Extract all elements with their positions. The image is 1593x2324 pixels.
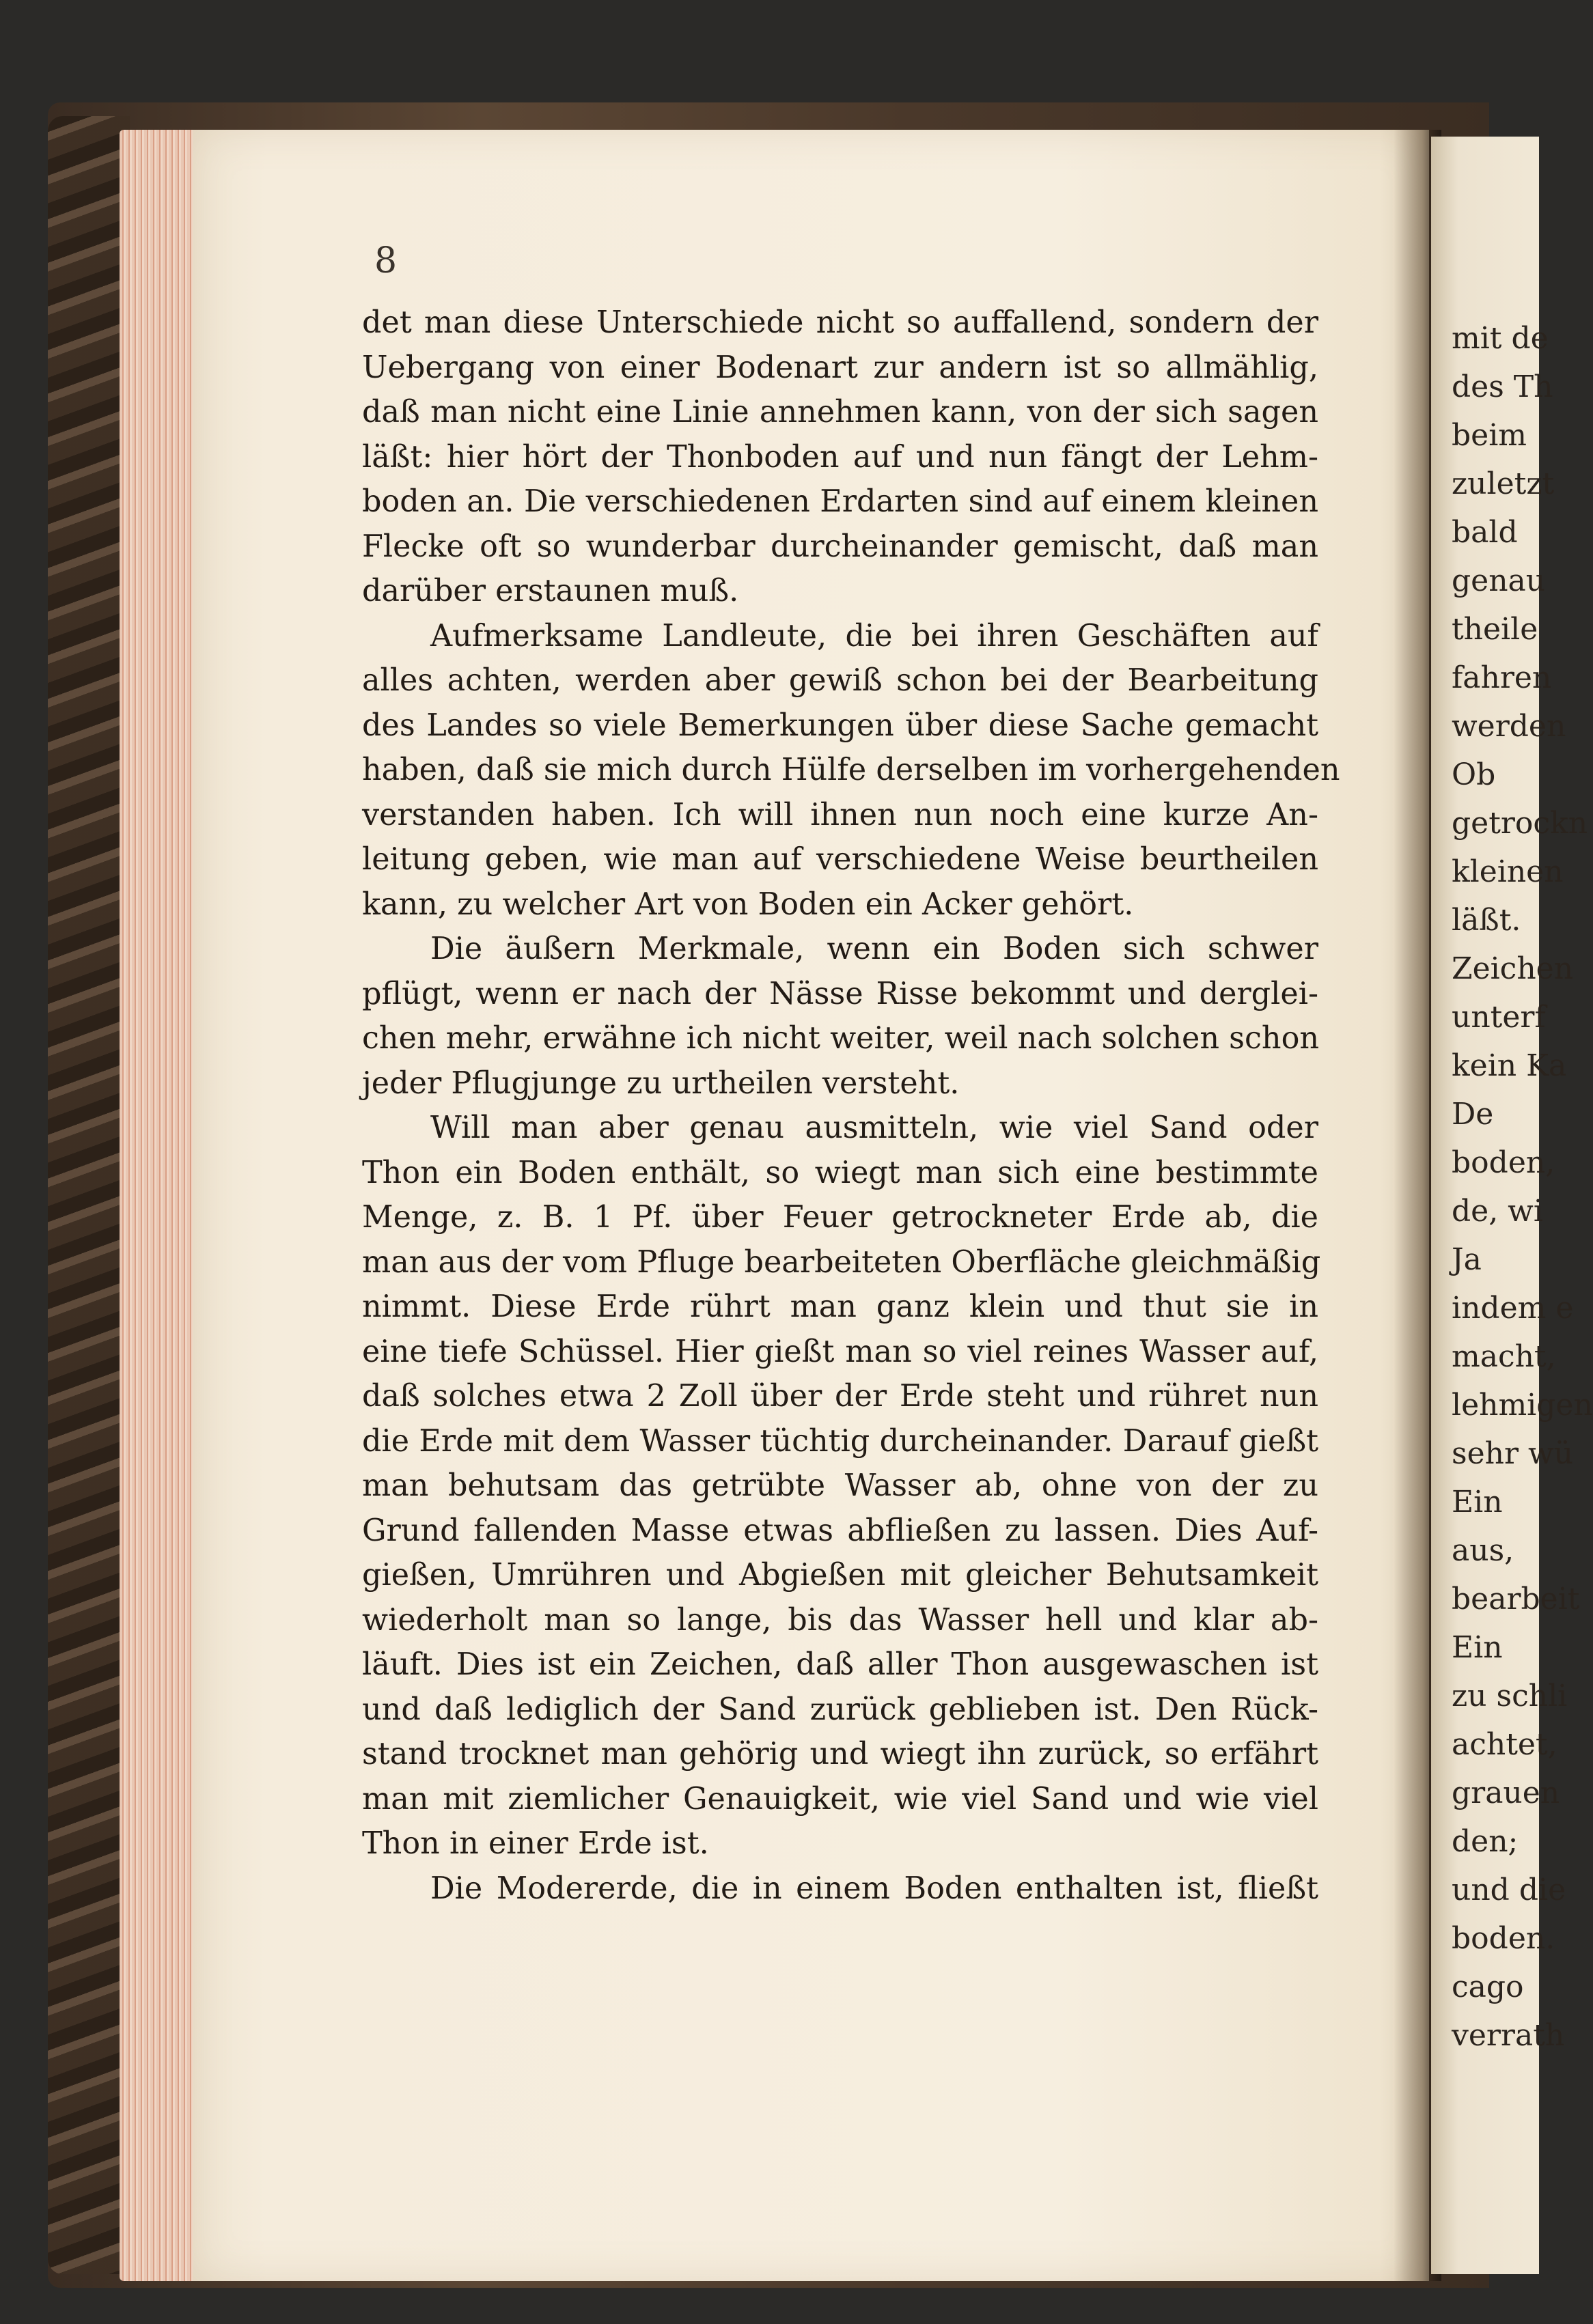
next-page-fragment: mit de xyxy=(1452,321,1549,356)
text-line: Die Modererde, die in einem Boden enthalten ist, fließt xyxy=(430,1871,1318,1906)
next-page-fragment: bearbeit xyxy=(1452,1582,1580,1616)
next-page-fragment: Ob xyxy=(1452,757,1496,792)
next-page-fragment: und die xyxy=(1452,1873,1566,1907)
page-number: 8 xyxy=(374,240,398,281)
next-page-fragment: kleinen xyxy=(1452,854,1564,889)
next-page-fragment: bald xyxy=(1452,515,1518,550)
next-page-fragment: cago xyxy=(1452,1970,1524,2004)
text-line: gießen, Umrühren und Abgießen mit gleicher Behutsamkeit xyxy=(362,1558,1318,1593)
text-line: läuft. Dies ist ein Zeichen, daß aller Thon ausgewaschen ist xyxy=(362,1647,1318,1682)
next-page-fragment: Ein xyxy=(1452,1630,1503,1665)
text-line: alles achten, werden aber gewiß schon bei der Bearbeitung xyxy=(362,663,1318,698)
next-page-fragment: indem e xyxy=(1452,1291,1574,1326)
text-line: Thon in einer Erde ist. xyxy=(362,1826,709,1861)
next-page-fragment: grauen xyxy=(1452,1776,1560,1810)
next-page-fragment: den; xyxy=(1452,1824,1519,1859)
next-page-fragment: des Th xyxy=(1452,369,1553,404)
next-page-fragment: fahren xyxy=(1452,660,1552,695)
next-page-fragment: zuletzt xyxy=(1452,466,1555,501)
text-line: Die äußern Merkmale, wenn ein Boden sich schwer xyxy=(430,932,1318,966)
text-line: verstanden haben. Ich will ihnen nun noch eine kurze An- xyxy=(362,797,1318,832)
next-page-fragment: zu schli xyxy=(1452,1679,1568,1713)
text-line: und daß lediglich der Sand zurück geblieben ist. Den Rück- xyxy=(362,1692,1318,1727)
next-page-fragment: macht, xyxy=(1452,1339,1556,1374)
text-line: Will man aber genau ausmitteln, wie viel Sand oder xyxy=(430,1110,1318,1145)
next-page-fragment: verrath xyxy=(1452,2018,1565,2053)
next-page-fragment: aus, xyxy=(1452,1533,1514,1568)
text-line: eine tiefe Schüssel. Hier gießt man so viel reines Wasser auf, xyxy=(362,1334,1318,1369)
text-line: nimmt. Diese Erde rührt man ganz klein und thut sie in xyxy=(362,1289,1318,1324)
text-line: Menge, z. B. 1 Pf. über Feuer getrockneter Erde ab, die xyxy=(362,1200,1318,1235)
text-line: leitung geben, wie man auf verschiedene Weise beurtheilen xyxy=(362,842,1318,877)
next-page-fragment: kein Ka xyxy=(1452,1048,1567,1083)
page-body-text xyxy=(362,300,1340,1911)
text-line: kann, zu welcher Art von Boden ein Acker gehört. xyxy=(362,886,1134,922)
next-page-fragment: getrockn xyxy=(1452,806,1588,841)
text-line: pflügt, wenn er nach der Nässe Risse bekommt und derglei- xyxy=(362,976,1318,1011)
text-line: chen mehr, erwähne ich nicht weiter, weil nach solchen schon xyxy=(362,1021,1320,1056)
text-line: des Landes so viele Bemerkungen über diese Sache gemacht xyxy=(362,708,1318,743)
next-page-fragment: boden, xyxy=(1452,1145,1555,1180)
text-line: daß man nicht eine Linie annehmen kann, von der sich sagen xyxy=(362,395,1318,430)
next-page-fragment: läßt. xyxy=(1452,903,1521,938)
next-page-fragment: Ein xyxy=(1452,1485,1503,1520)
next-page-fragment: sehr wü xyxy=(1452,1436,1573,1471)
next-page-text-fragments xyxy=(1452,314,1593,2060)
text-line: man aus der vom Pfluge bearbeiteten Oberfläche gleichmäßig xyxy=(362,1244,1321,1280)
text-line: die Erde mit dem Wasser tüchtig durcheinander. Darauf gießt xyxy=(362,1423,1318,1459)
text-line: man mit ziemlicher Genauigkeit, wie viel Sand und wie viel xyxy=(362,1781,1318,1817)
text-line: haben, daß sie mich durch Hülfe derselben im vorhergehenden xyxy=(362,753,1340,787)
page-edges xyxy=(120,130,202,2281)
next-page-fragment: de, wi xyxy=(1452,1194,1543,1229)
next-page-fragment: werden xyxy=(1452,709,1566,744)
text-line: det man diese Unterschiede nicht so auffallend, sondern der xyxy=(362,305,1318,340)
text-line: Aufmerksame Landleute, die bei ihren Geschäften auf xyxy=(430,618,1318,654)
text-line: Thon ein Boden enthält, so wiegt man sich eine bestimmte xyxy=(362,1155,1318,1190)
text-line: darüber erstaunen muß. xyxy=(362,574,739,608)
text-line: Grund fallenden Masse etwas abfließen zu lassen. Dies Auf- xyxy=(362,1513,1318,1548)
next-page-fragment: achtet, xyxy=(1452,1727,1557,1762)
book-binding xyxy=(48,116,130,2274)
next-page-fragment: beim xyxy=(1452,418,1527,453)
text-line: man behutsam das getrübte Wasser ab, ohne von der zu xyxy=(362,1468,1318,1503)
text-line: Flecke oft so wunderbar durcheinander gemischt, daß man xyxy=(362,529,1318,564)
next-page-fragment: De xyxy=(1452,1097,1494,1132)
next-page-fragment: Ja xyxy=(1452,1242,1482,1277)
next-page-fragment: Zeichen xyxy=(1452,951,1574,986)
text-line: Uebergang von einer Bodenart zur andern ist so allmählig, xyxy=(362,350,1318,385)
text-line: läßt: hier hört der Thonboden auf und nun fängt der Lehm- xyxy=(362,439,1318,475)
text-line: wiederholt man so lange, bis das Wasser hell und klar ab- xyxy=(362,1602,1318,1638)
text-line: boden an. Die verschiedenen Erdarten sind auf einem kleinen xyxy=(362,484,1318,519)
text-line: daß solches etwa 2 Zoll über der Erde steht und rühret nun xyxy=(362,1379,1318,1414)
next-page-fragment: unterf xyxy=(1452,1000,1546,1035)
next-page-fragment: theile xyxy=(1452,612,1538,647)
text-line: jeder Pflugjunge zu urtheilen versteht. xyxy=(362,1065,960,1101)
next-page-fragment: lehmigen xyxy=(1452,1388,1593,1423)
next-page-fragment: boden. xyxy=(1452,1921,1555,1956)
text-line: stand trocknet man gehörig und wiegt ihn zurück, so erfährt xyxy=(362,1737,1318,1772)
next-page-fragment: genau xyxy=(1452,563,1546,598)
